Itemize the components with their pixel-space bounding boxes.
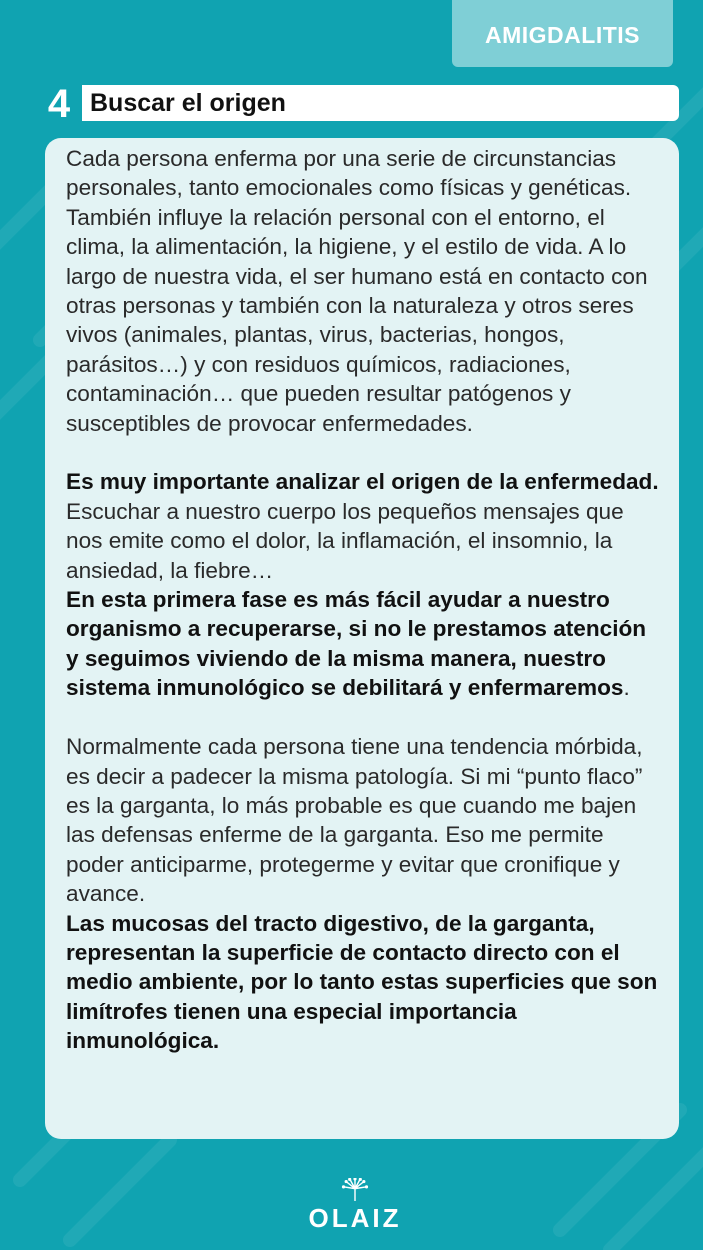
logo-text: OLAIZ bbox=[308, 1203, 402, 1233]
paragraph-origin bbox=[66, 467, 661, 702]
section-number: 4 bbox=[47, 82, 71, 126]
olaiz-logo bbox=[300, 1178, 410, 1234]
paragraph-origin-end: . bbox=[623, 675, 630, 701]
dandelion-icon bbox=[337, 1178, 373, 1201]
topic-tag: AMIGDALITIS bbox=[452, 0, 673, 67]
paragraph-origin-text: Escuchar a nuestro cuerpo los pequeños mensajes que nos emite como el dolor, la inflamación, el insomnio, la ansiedad, la fiebre… bbox=[66, 498, 624, 583]
content-card bbox=[45, 138, 679, 1139]
paragraph-origin-emphasis: Es muy importante analizar el origen de la enfermedad. bbox=[66, 469, 659, 495]
paragraph-tendency-text: Normalmente cada persona tiene una tendencia mórbida, es decir a padecer la misma patología. Si mi “punto flaco” es la garganta, lo más probable es que cuando me bajen las defensas enferme de la garganta. Eso me permite poder anticiparme, protegerme y evitar que cronifique y avance. bbox=[66, 734, 643, 907]
paragraph-origin-warning: En esta primera fase es más fácil ayudar a nuestro organismo a recuperarse, si no le prestamos atención y seguimos viviendo de la misma manera, nuestro sistema inmunológico se debilitará y enfermaremos bbox=[66, 587, 647, 701]
paragraph-tendency bbox=[66, 732, 661, 1055]
paragraph-tendency-emphasis: Las mucosas del tracto digestivo, de la garganta, representan la superficie de contacto directo con el medio ambiente, por lo tanto estas superficies que son limítrofes tienen una especial importancia inmunológica. bbox=[66, 910, 658, 1054]
section-title: Buscar el origen bbox=[82, 85, 679, 121]
paragraph-intro: Cada persona enferma por una serie de circunstancias personales, tanto emocionales como físicas y genéticas. También influye la relación personal con el entorno, el clima, la alimentación, la higiene, y el estilo de vida. A lo largo de nuestra vida, el ser humano está en contacto con otras personas y también con la naturaleza y otros seres vivos (animales, plantas, virus, bacterias, hongos, parásitos…) y con residuos químicos, radiaciones, contaminación… que pueden resultar patógenos y susceptibles de provocar enfermedades. bbox=[66, 146, 648, 436]
